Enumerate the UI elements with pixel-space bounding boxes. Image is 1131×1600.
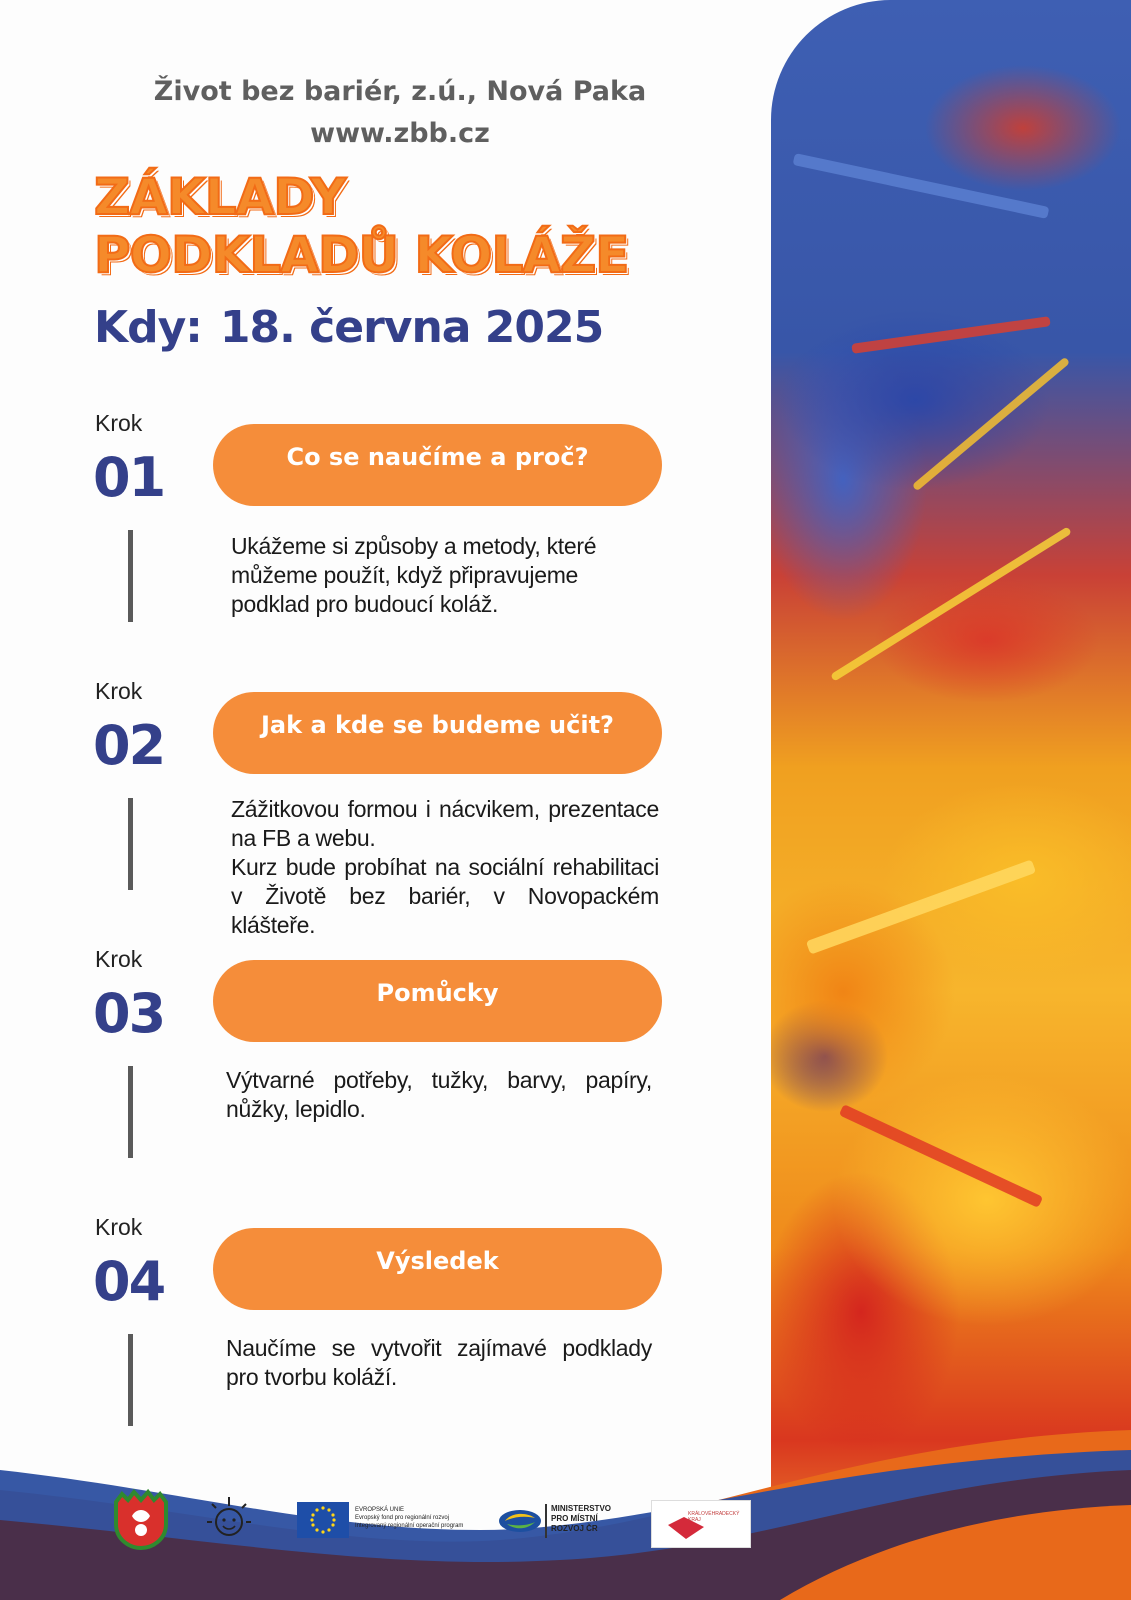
step-2-label: Krok [95, 678, 143, 704]
step-3-text: Výtvarné potřeby, tužky, barvy, papíry, nůžky, lepidlo. [226, 1067, 652, 1122]
mmr-logo-line-1: MINISTERSTVO [551, 1504, 612, 1513]
eu-logo-line-2: Evropský fond pro regionální rozvoj [355, 1515, 450, 1521]
step-2-description [231, 795, 659, 940]
step-2-text-2: Kurz bude probíhat na sociální rehabilitaci v Životě bez bariér, v Novopackém klášteře. [231, 854, 659, 938]
step-1-description [231, 532, 649, 619]
mmr-emblem-icon [497, 1508, 543, 1534]
page-title [94, 168, 734, 284]
step-3-number: 03 [93, 982, 165, 1045]
step-1-text: Ukážeme si způsoby a metody, které můžeme použít, když připravujeme podklad pro budoucí koláž. [231, 533, 597, 617]
step-2-divider [128, 798, 133, 890]
organization-name: Život bez bariér, z.ú., Nová Paka [153, 76, 647, 107]
mmr-logo-line-2: PRO MÍSTNÍ [551, 1514, 598, 1523]
title-line-2: PODKLADŮ KOLÁŽE [94, 226, 629, 284]
eu-logo [297, 1502, 485, 1542]
kraj-logo-text: KRÁLOVÉHRADECKÝ KRAJ [688, 1511, 740, 1523]
date-value: 18. června 2025 [219, 302, 604, 353]
city-coat-of-arms-logo [112, 1488, 170, 1550]
step-4-text: Naučíme se vytvořit zajímavé podklady pro tvorbu koláží. [226, 1335, 652, 1390]
step-4-heading: Výsledek [213, 1228, 662, 1310]
partner-logos [0, 1488, 1131, 1558]
eu-logo-line-1: EVROPSKÁ UNIE [355, 1507, 405, 1513]
step-1-divider [128, 530, 133, 622]
step-4-label: Krok [95, 1214, 143, 1240]
website-link[interactable]: www.zbb.cz [310, 118, 490, 149]
step-3-description [226, 1066, 652, 1124]
step-2-number: 02 [93, 714, 165, 777]
eu-logo-line-3: Integrovaný regionální operační program [355, 1523, 464, 1529]
step-3-label: Krok [95, 946, 143, 972]
step-4-number: 04 [93, 1250, 165, 1313]
kraj-logo [651, 1500, 751, 1548]
step-1-heading: Co se naučíme a proč? [213, 424, 662, 506]
mmr-logo [497, 1502, 627, 1542]
step-1-number: 01 [93, 446, 165, 509]
abstract-painting-image [771, 0, 1131, 1600]
event-date [94, 302, 754, 353]
zbb-logo [206, 1494, 252, 1544]
title-line-1: ZÁKLADY [94, 168, 346, 226]
step-2-heading: Jak a kde se budeme učit? [213, 692, 662, 774]
step-3-heading: Pomůcky [213, 960, 662, 1042]
eu-flag-icon [297, 1502, 349, 1538]
step-2-text-1: Zážitkovou formou i nácvikem, prezentace na FB a webu. [231, 796, 659, 851]
mmr-logo-line-3: ROZVOJ ČR [551, 1524, 598, 1533]
step-4-description [226, 1334, 652, 1392]
step-3-divider [128, 1066, 133, 1158]
date-label: Kdy: [94, 302, 202, 353]
step-1-label: Krok [95, 410, 143, 436]
